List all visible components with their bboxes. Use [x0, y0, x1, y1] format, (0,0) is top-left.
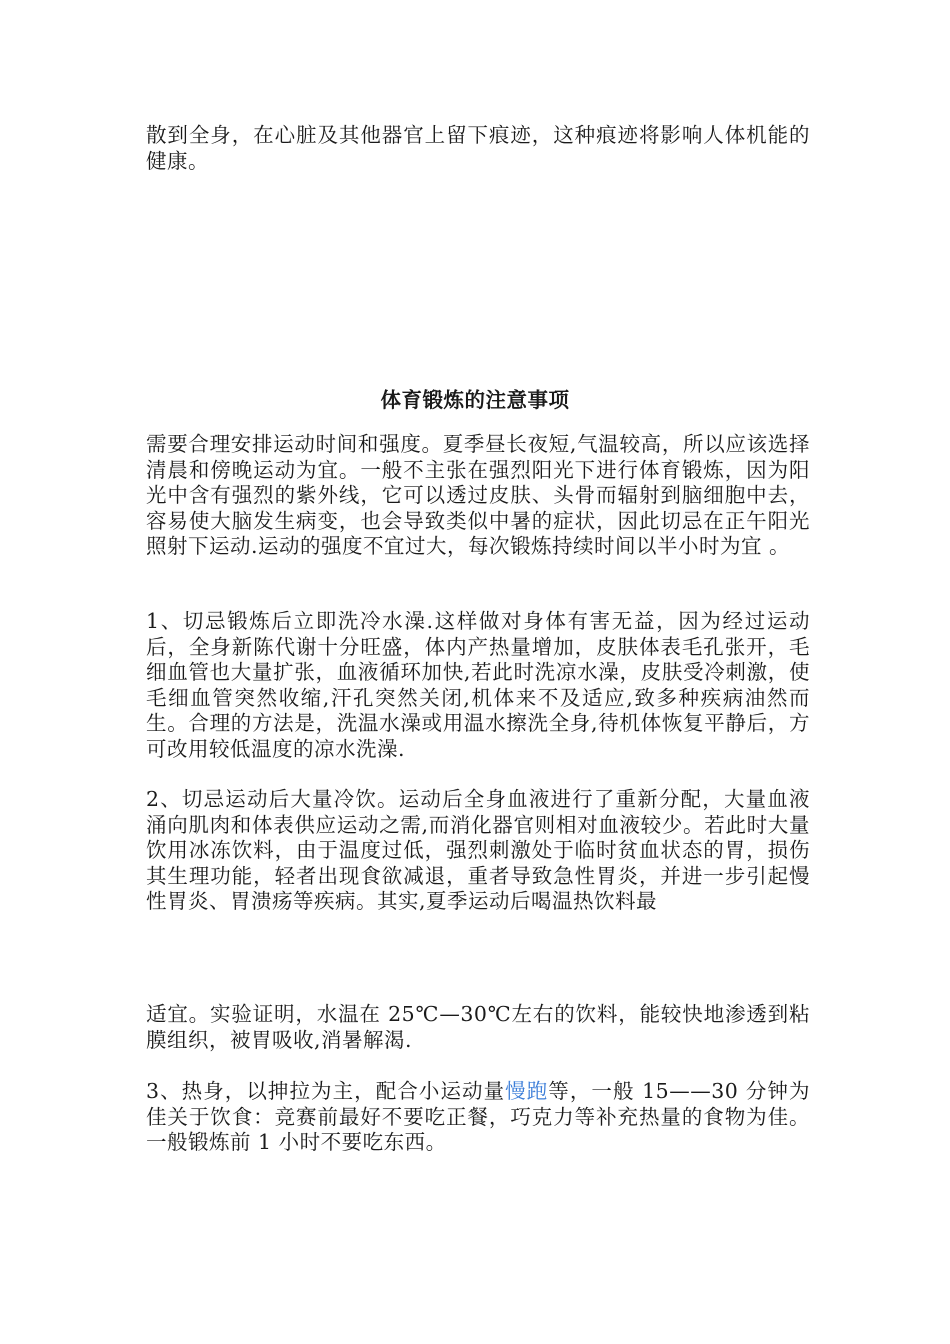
item-3-paragraph [146, 1079, 810, 1156]
item-3-text-before: 3、热身，以抻拉为主，配合小运动量 [146, 1079, 506, 1103]
item-2-paragraph: 2、切忌运动后大量冷饮。运动后全身血液进行了重新分配，大量血液涌向肌肉和体表供应运动之需,而消化器官则相对血液较少。若此时大量饮用冰冻饮料，由于温度过低，强烈刺激处于临时贫血状态的胃，损伤其生理功能，轻者出现食欲减退，重者导致急性胃炎，并进一步引起慢性胃炎、胃溃疡等疾病。其实,夏季运动后喝温热饮料最 [146, 787, 810, 913]
continued-paragraph: 散到全身，在心脏及其他器官上留下痕迹，这种痕迹将影响人体机能的健康。 [146, 123, 810, 173]
item-1-paragraph: 1、切忌锻炼后立即洗冷水澡.这样做对身体有害无益，因为经过运动后，全身新陈代谢十分旺盛，体内产热量增加，皮肤体表毛孔张开，毛细血管也大量扩张，血液循环加快,若此时洗凉水澡，皮肤受冷刺激，使毛细血管突然收缩,汗孔突然关闭,机体来不及适应,致多种疾病油然而生。合理的方法是，洗温水澡或用温水擦洗全身,待机体恢复平静后，方可改用较低温度的凉水洗澡. [146, 609, 810, 761]
intro-paragraph: 需要合理安排运动时间和强度。夏季昼长夜短,气温较高，所以应该选择清晨和傍晚运动为宜。一般不主张在强烈阳光下进行体育锻炼，因为阳光中含有强烈的紫外线，它可以透过皮肤、头骨而辐射到脑细胞中去，容易使大脑发生病变，也会导致类似中暑的症状，因此切忌在正午阳光照射下运动.运动的强度不宜过大，每次锻炼持续时间以半小时为宜 。 [146, 432, 810, 558]
section-title: 体育锻炼的注意事项 [380, 388, 570, 412]
item-3-text-after: 等，一般 15——30 分钟为佳关于饮食：竞赛前最好不要吃正餐，巧克力等补充热量的食物为佳。一般锻炼前 1 小时不要吃东西。 [146, 1079, 810, 1154]
item-2-continued-paragraph: 适宜。实验证明，水温在 25℃—30℃左右的饮料，能较快地渗透到粘膜组织，被胃吸收,消暑解渴. [146, 1002, 810, 1052]
jogging-link[interactable]: 慢跑 [505, 1079, 549, 1103]
